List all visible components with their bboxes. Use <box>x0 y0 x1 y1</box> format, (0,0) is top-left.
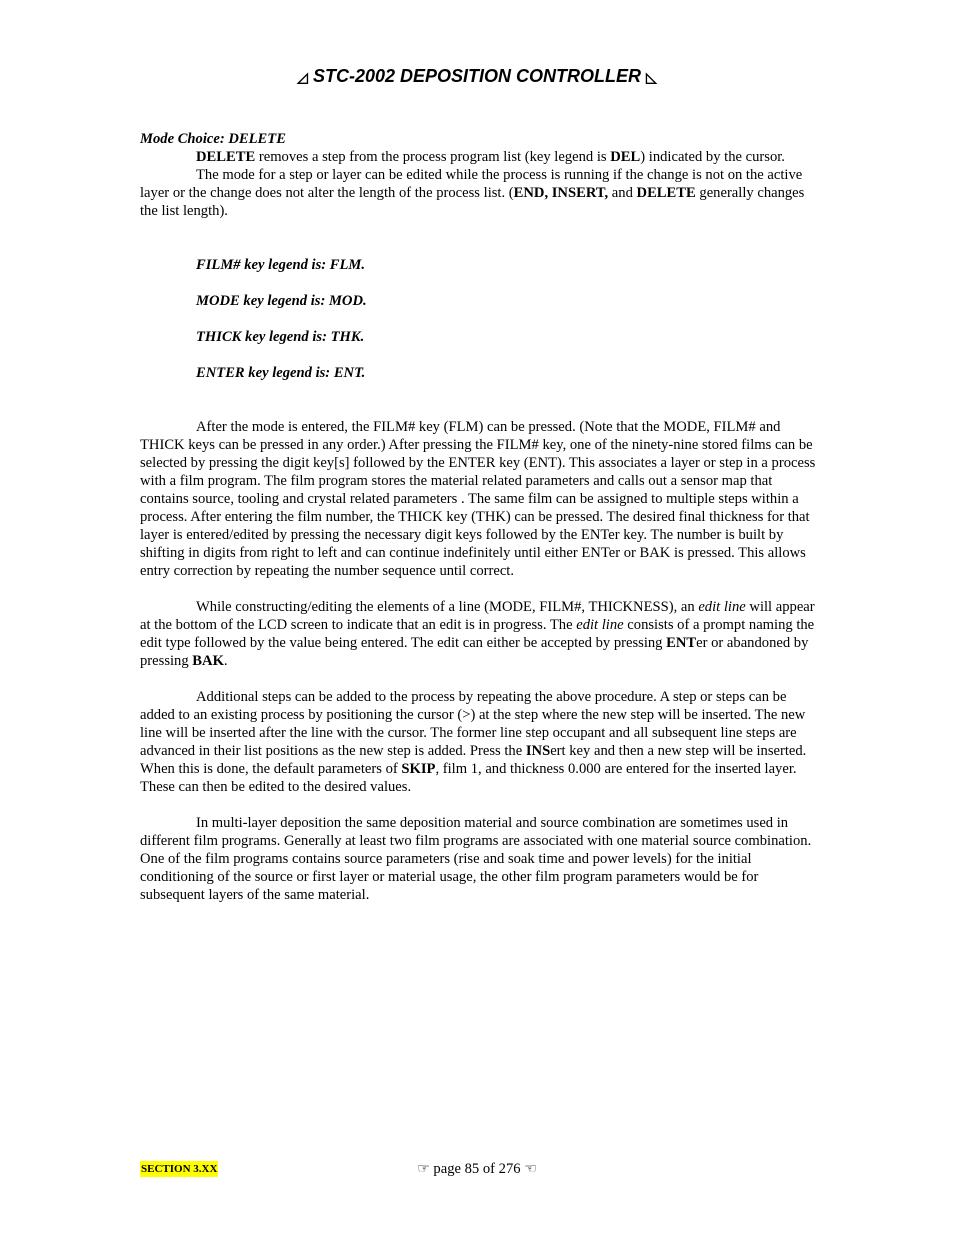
right-decoration-icon: ◺ <box>646 69 657 86</box>
pointing-left-hand-icon: ☜ <box>524 1162 537 1177</box>
text-run: and <box>608 185 637 201</box>
legend-mode: MODE key legend is: MOD. <box>196 293 367 309</box>
legend-enter: ENTER key legend is: ENT. <box>196 365 366 381</box>
bold-term: DEL <box>610 149 641 165</box>
paragraph-delete-description <box>140 148 816 166</box>
mode-heading: Mode Choice: DELETE <box>140 131 286 147</box>
legend-film: FILM# key legend is: FLM. <box>196 257 366 273</box>
text-run: ert key and then a new step will be inserted. When this is done, the default parameters of <box>140 743 807 777</box>
paragraph-edit-line <box>140 598 816 670</box>
legend-thick: THICK key legend is: THK. <box>196 329 365 345</box>
paragraph-multi-layer: In multi-layer deposition the same deposition material and source combination are sometimes used in different film programs. Generally at least two film programs are associated with one material source combination. One of the film programs contains source parameters (rise and soak time and power levels) for the initial conditioning of the source or first layer or material usage, the other film program parameters would be for subsequent layers of the same material. <box>140 815 812 903</box>
text-run: removes a step from the process program list (key legend is <box>255 149 611 165</box>
left-decoration-icon: ◿ <box>297 69 308 86</box>
document-title: STC-2002 DEPOSITION CONTROLLER <box>312 66 642 86</box>
paragraph-film-thick-entry: After the mode is entered, the FILM# key (FLM) can be pressed. (Note that the MODE, FILM# and THICK keys can be pressed in any order.) After pressing the FILM# key, one of the ninety-nine stored films can be selected by pressing the digit key[s] followed by the ENTER key (ENT). This associates a layer or step in a process with a film program. The film program stores the material related parameters and calls out a sensor map that contains source, tooling and crystal related parameters . The same film can be assigned to multiple steps within a process. After entering the film number, the THICK key (THK) can be pressed. The desired final thickness for that layer is entered/edited by pressing the necessary digit keys followed by the ENTer key. The number is built by shifting in digits from right to left and can continue indefinitely until either ENTer or BAK is pressed. This allows entry correction by repeating the number sequence until correct. <box>140 419 816 579</box>
bold-term: END, INSERT, <box>513 185 609 201</box>
italic-term: edit line <box>698 599 746 615</box>
text-run: ) indicated by the cursor. <box>640 149 785 165</box>
page-number <box>0 1160 954 1179</box>
text-run: The mode for a step or layer can be edited while the process is running if the change is not on the active layer or the change does not alter the length of the process list. ( <box>140 167 803 201</box>
paragraph-additional-steps <box>140 688 816 796</box>
text-run: Additional steps can be added to the process by repeating the above procedure. A step or steps can be added to an existing process by positioning the cursor (>) at the step where the new step will be inserted. The new line will be inserted after the line with the cursor. The former line step occupant and all subsequent line steps are advanced in their list positions as the new step is added. Press the <box>140 689 806 759</box>
text-run: generally changes the list length). <box>140 185 805 219</box>
text-run: will appear at the bottom of the LCD screen to indicate that an edit is in progress. The <box>140 599 815 633</box>
page-header <box>0 64 954 89</box>
bold-term: BAK <box>192 653 224 669</box>
text-run: er or abandoned by pressing <box>140 635 809 669</box>
italic-term: edit line <box>576 617 624 633</box>
page-body <box>140 130 816 904</box>
text-run: . <box>223 653 228 669</box>
text-run: consists of a prompt naming the edit type followed by the value being entered. The edit can either be accepted by pressing <box>140 617 815 651</box>
text-run: While constructing/editing the elements of a line (MODE, FILM#, THICKNESS), an <box>196 599 699 615</box>
section-label: SECTION 3.XX <box>141 1163 218 1175</box>
bold-term: DELETE <box>196 149 256 165</box>
page-number-text: page 85 of 276 <box>433 1161 521 1177</box>
bold-term: INS <box>525 743 551 759</box>
bold-term: SKIP <box>401 761 436 777</box>
bold-term: DELETE <box>636 185 696 201</box>
pointing-right-hand-icon: ☞ <box>417 1162 430 1177</box>
paragraph-edit-while-running <box>140 166 816 220</box>
bold-term: ENT <box>666 635 697 651</box>
text-run: , film 1, and thickness 0.000 are entered for the inserted layer. These can then be edited to the desired values. <box>140 761 797 795</box>
